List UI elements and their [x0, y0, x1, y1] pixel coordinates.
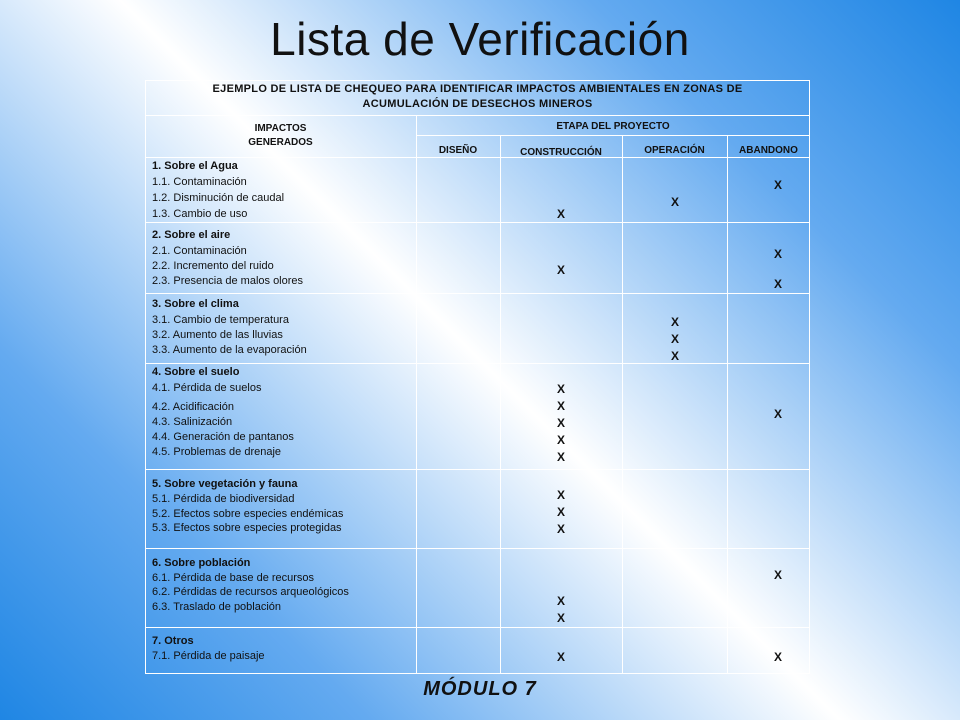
table-rule: [145, 157, 810, 158]
impact-item: 3.2. Aumento de las lluvias: [152, 329, 283, 341]
impact-item: 4.5. Problemas de drenaje: [152, 446, 282, 458]
impact-item: 1.2. Disminución de caudal: [152, 192, 285, 204]
group-heading: 2. Sobre el aire: [152, 229, 231, 241]
check-mark: X: [556, 594, 565, 608]
table-col-divider: [416, 115, 417, 674]
check-mark: X: [670, 195, 679, 209]
check-mark: X: [556, 488, 565, 502]
check-mark: X: [670, 315, 679, 329]
column-header-abandono: ABANDONO: [739, 145, 798, 156]
table-col-divider: [622, 135, 623, 674]
impact-item: 4.2. Acidificación: [152, 401, 234, 413]
impact-item: 2.3. Presencia de malos olores: [152, 275, 304, 287]
column-header-construccion: CONSTRUCCIÓN: [520, 147, 602, 158]
table-col-divider: [500, 135, 501, 674]
check-mark: X: [773, 277, 782, 291]
impact-item: 6.1. Pérdida de base de recursos: [152, 572, 315, 584]
check-mark: X: [773, 650, 782, 664]
impact-item: 4.3. Salinización: [152, 416, 233, 428]
impact-item: 1.3. Cambio de uso: [152, 208, 248, 220]
table-border-left: [145, 80, 146, 674]
column-header-diseno: DISEÑO: [438, 145, 478, 156]
table-border-bottom: [145, 673, 810, 674]
module-label: MÓDULO 7: [423, 678, 537, 700]
table-rule: [145, 363, 810, 364]
table-border-right: [809, 80, 810, 674]
check-mark: X: [556, 522, 565, 536]
group-heading: 1. Sobre el Agua: [152, 160, 238, 172]
impact-item: 6.2. Pérdidas de recursos arqueológicos: [152, 586, 349, 598]
check-mark: X: [773, 407, 782, 421]
check-mark: X: [556, 505, 565, 519]
etapa-header: ETAPA DEL PROYECTO: [556, 121, 670, 132]
table-rule: [145, 548, 810, 549]
check-mark: X: [556, 399, 565, 413]
check-mark: X: [556, 450, 565, 464]
check-mark: X: [670, 332, 679, 346]
table-rule: [145, 469, 810, 470]
impact-item: 3.3. Aumento de la evaporación: [152, 344, 307, 356]
table-caption-line2: ACUMULACIÓN DE DESECHOS MINEROS: [362, 98, 593, 110]
impactos-header-line2: GENERADOS: [248, 137, 313, 148]
impact-item: 3.1. Cambio de temperatura: [152, 314, 289, 326]
table-rule: [145, 293, 810, 294]
impact-item: 2.2. Incremento del ruido: [152, 260, 274, 272]
group-heading: 7. Otros: [152, 635, 194, 647]
table-caption-line1: EJEMPLO DE LISTA DE CHEQUEO PARA IDENTIFICAR IMPACTOS AMBIENTALES EN ZONAS DE: [212, 83, 743, 95]
impact-item: 4.4. Generación de pantanos: [152, 431, 294, 443]
page-title: Lista de Verificación: [270, 13, 690, 65]
table-rule: [145, 627, 810, 628]
table-border-top: [145, 80, 810, 81]
impactos-header-line1: IMPACTOS: [254, 123, 307, 134]
check-mark: X: [773, 568, 782, 582]
impact-item: 6.3. Traslado de población: [152, 601, 282, 613]
group-heading: 3. Sobre el clima: [152, 298, 239, 310]
impact-item: 4.1. Pérdida de suelos: [152, 382, 262, 394]
table-rule: [416, 135, 810, 136]
table-col-divider: [727, 135, 728, 674]
check-mark: X: [556, 382, 565, 396]
table-rule: [145, 222, 810, 223]
check-mark: X: [556, 650, 565, 664]
check-mark: X: [556, 263, 565, 277]
impact-item: 7.1. Pérdida de paisaje: [152, 650, 265, 662]
group-heading: 5. Sobre vegetación y fauna: [152, 478, 298, 490]
check-mark: X: [670, 349, 679, 363]
column-header-operacion: OPERACIÓN: [644, 145, 705, 156]
impact-item: 2.1. Contaminación: [152, 245, 247, 257]
check-mark: X: [556, 611, 565, 625]
check-mark: X: [773, 178, 782, 192]
check-mark: X: [556, 433, 565, 447]
table-rule: [145, 115, 810, 116]
impact-item: 1.1. Contaminación: [152, 176, 247, 188]
group-heading: 6. Sobre población: [152, 557, 251, 569]
check-mark: X: [773, 247, 782, 261]
group-heading: 4. Sobre el suelo: [152, 366, 240, 378]
impact-item: 5.1. Pérdida de biodiversidad: [152, 493, 295, 505]
impact-item: 5.2. Efectos sobre especies endémicas: [152, 508, 344, 520]
check-mark: X: [556, 207, 565, 221]
check-mark: X: [556, 416, 565, 430]
impact-item: 5.3. Efectos sobre especies protegidas: [152, 522, 342, 534]
